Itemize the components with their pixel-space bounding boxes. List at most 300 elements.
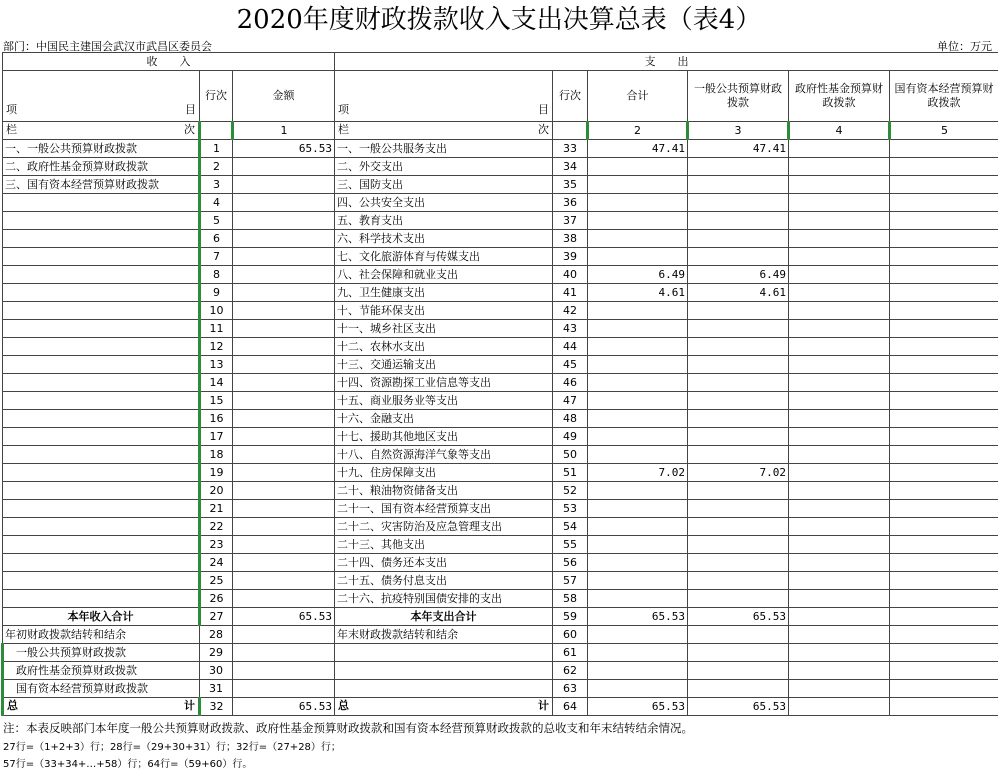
- income-row-number: 9: [200, 284, 233, 302]
- table-row: [3, 266, 998, 284]
- capital-amount: [890, 392, 998, 410]
- expense-total: [588, 590, 688, 608]
- income-amount: [233, 536, 335, 554]
- income-amount: [233, 518, 335, 536]
- income-row-number: 23: [200, 536, 233, 554]
- income-item: [3, 374, 200, 392]
- expense-total: [588, 338, 688, 356]
- blank-cell: [553, 122, 588, 140]
- ji-label: 计: [184, 698, 195, 714]
- capital-amount: [890, 446, 998, 464]
- expense-row-number: 55: [553, 536, 588, 554]
- fund-amount: [789, 176, 890, 194]
- income-amount: [233, 428, 335, 446]
- capital-amount: [890, 374, 998, 392]
- income-row-number: 22: [200, 518, 233, 536]
- table-row: [3, 140, 998, 158]
- income-amount: [233, 572, 335, 590]
- grand-income-amount: 65.53: [233, 698, 335, 716]
- expense-item: 二、外交支出: [335, 158, 553, 176]
- row-number: 32: [200, 698, 233, 716]
- expense-total: [588, 410, 688, 428]
- income-item: [3, 194, 200, 212]
- income-hangci-header: 行次: [200, 71, 233, 122]
- table-row: [3, 212, 998, 230]
- capital-amount: [890, 536, 998, 554]
- expense-item: 二十三、其他支出: [335, 536, 553, 554]
- expense-item: 五、教育支出: [335, 212, 553, 230]
- income-amount: [233, 374, 335, 392]
- expense-total-label: 本年支出合计: [335, 608, 553, 626]
- expense-hangci-header: 行次: [553, 71, 588, 122]
- expense-item: 十六、金融支出: [335, 410, 553, 428]
- capital-amount: [890, 140, 998, 158]
- income-row-number: 16: [200, 410, 233, 428]
- unit-label: 单位：万元: [937, 38, 992, 54]
- expense-general: [688, 356, 789, 374]
- expense-item: 二十六、抗疫特别国债安排的支出: [335, 590, 553, 608]
- income-row-number: 11: [200, 320, 233, 338]
- expense-total: [588, 374, 688, 392]
- end-carryover-label: 年末财政拨款结转和结余: [335, 626, 553, 644]
- expense-general: [688, 374, 789, 392]
- capital-amount: [890, 518, 998, 536]
- expense-general: [688, 158, 789, 176]
- ci-label: 次: [184, 122, 195, 138]
- expense-item: 十四、资源勘探工业信息等支出: [335, 374, 553, 392]
- row-number: 28: [200, 626, 233, 644]
- expense-item: 三、国防支出: [335, 176, 553, 194]
- income-amount: [233, 266, 335, 284]
- income-row-number: 13: [200, 356, 233, 374]
- capital-amount: [890, 464, 998, 482]
- expense-row-number: 37: [553, 212, 588, 230]
- table-row: [3, 518, 998, 536]
- income-row-number: 26: [200, 590, 233, 608]
- expense-row-number: 53: [553, 500, 588, 518]
- report-title: 2020年度财政拨款收入支出决算总表（表4）: [0, 0, 998, 36]
- item-label: 项: [338, 103, 349, 117]
- income-amount: [233, 302, 335, 320]
- col-number-2: 2: [588, 122, 688, 140]
- note-1: 注：本表反映部门本年度一般公共预算财政拨款、政府性基金预算财政拨款和国有资本经营预算财政拨款的总收支和年末结转结余情况。: [3, 720, 693, 736]
- expense-total: [588, 230, 688, 248]
- expense-row-number: 45: [553, 356, 588, 374]
- expense-item: 十二、农林水支出: [335, 338, 553, 356]
- expense-general: [688, 518, 789, 536]
- income-item: [3, 338, 200, 356]
- expense-row-number: 34: [553, 158, 588, 176]
- zong-label: 总: [338, 698, 349, 714]
- income-item: [3, 302, 200, 320]
- table-row: [3, 482, 998, 500]
- table-row: [3, 536, 998, 554]
- income-row-number: 5: [200, 212, 233, 230]
- expense-total-amount: 65.53: [588, 608, 688, 626]
- expense-item: 十三、交通运输支出: [335, 356, 553, 374]
- note-3: 57行=（33+34+…+58）行；64行=（59+60）行。: [3, 755, 252, 770]
- income-item: [3, 356, 200, 374]
- grand-expense-general: 65.53: [688, 698, 789, 716]
- expense-general: [688, 428, 789, 446]
- fund-amount: [789, 410, 890, 428]
- expense-general: [688, 212, 789, 230]
- expense-total: [588, 302, 688, 320]
- expense-item: 二十一、国有资本经营预算支出: [335, 500, 553, 518]
- expense-general: [688, 572, 789, 590]
- expense-total: [588, 248, 688, 266]
- capital-amount: [890, 590, 998, 608]
- income-item: [3, 464, 200, 482]
- col-number-3: 3: [688, 122, 789, 140]
- expense-general: [688, 176, 789, 194]
- capital-amount: [890, 482, 998, 500]
- fund-amount: [789, 230, 890, 248]
- income-amount: [233, 464, 335, 482]
- expense-total: [588, 194, 688, 212]
- income-row-number: 20: [200, 482, 233, 500]
- capital-budget-header: 国有资本经营预算财政拨款: [890, 71, 998, 122]
- fund-amount: [789, 428, 890, 446]
- fund-amount: [789, 338, 890, 356]
- row-number: 31: [200, 680, 233, 698]
- fund-amount: [789, 248, 890, 266]
- carryover-row: [3, 626, 998, 644]
- income-item: [3, 230, 200, 248]
- fund-amount: [789, 518, 890, 536]
- income-amount: [233, 338, 335, 356]
- note-2: 27行=（1+2+3）行；28行=（29+30+31）行；32行=（27+28）行；: [3, 738, 341, 753]
- expense-row-number: 58: [553, 590, 588, 608]
- income-amount: [233, 410, 335, 428]
- expense-row-number: 48: [553, 410, 588, 428]
- table-row: [3, 410, 998, 428]
- fund-amount: [789, 446, 890, 464]
- income-row-number: 4: [200, 194, 233, 212]
- col-number-5: 5: [890, 122, 998, 140]
- fund-amount: [789, 554, 890, 572]
- income-row-number: 7: [200, 248, 233, 266]
- capital-amount: [890, 266, 998, 284]
- expense-row-number: 44: [553, 338, 588, 356]
- income-row-number: 25: [200, 572, 233, 590]
- expense-row-number: 47: [553, 392, 588, 410]
- expense-total: [588, 518, 688, 536]
- capital-amount: [890, 176, 998, 194]
- expense-total: [588, 482, 688, 500]
- expense-row-number: 43: [553, 320, 588, 338]
- row-number: 63: [553, 680, 588, 698]
- expense-general: [688, 194, 789, 212]
- blank-cell: [890, 608, 998, 626]
- fund-amount: [789, 464, 890, 482]
- expense-item: 二十五、债务付息支出: [335, 572, 553, 590]
- blank-cell: [200, 122, 233, 140]
- income-item: [3, 536, 200, 554]
- income-row-number: 6: [200, 230, 233, 248]
- expense-item: 二十二、灾害防治及应急管理支出: [335, 518, 553, 536]
- table-row: [3, 194, 998, 212]
- capital-amount: [890, 158, 998, 176]
- table-row: [3, 464, 998, 482]
- expense-total: [588, 158, 688, 176]
- expense-total: [588, 554, 688, 572]
- ji-label: 计: [538, 698, 549, 714]
- blank-cell: [233, 626, 335, 644]
- capital-amount: [890, 356, 998, 374]
- income-row-number: 14: [200, 374, 233, 392]
- fund-amount: [789, 302, 890, 320]
- grand-total-label: [335, 698, 553, 716]
- expense-general: [688, 446, 789, 464]
- income-item: [3, 320, 200, 338]
- expense-general: [688, 410, 789, 428]
- capital-amount: [890, 248, 998, 266]
- expense-general: [688, 302, 789, 320]
- expense-total: [588, 500, 688, 518]
- table-row: [3, 446, 998, 464]
- income-item: [3, 212, 200, 230]
- expense-row-number: 41: [553, 284, 588, 302]
- fund-amount: [789, 536, 890, 554]
- zong-label: 总: [7, 698, 18, 714]
- income-row-number: 10: [200, 302, 233, 320]
- expense-total: 6.49: [588, 266, 688, 284]
- income-row-number: 17: [200, 428, 233, 446]
- fund-amount: [789, 572, 890, 590]
- income-amount: [233, 230, 335, 248]
- income-row-number: 12: [200, 338, 233, 356]
- income-total-amount: 65.53: [233, 608, 335, 626]
- expense-row-number: 50: [553, 446, 588, 464]
- income-row-number: 15: [200, 392, 233, 410]
- expense-general: [688, 248, 789, 266]
- section-header-row: [3, 53, 998, 71]
- expense-item-header: [335, 71, 553, 122]
- table-row: [3, 572, 998, 590]
- income-amount: [233, 500, 335, 518]
- capital-amount: [890, 500, 998, 518]
- expense-row-number: 46: [553, 374, 588, 392]
- fund-amount: [789, 500, 890, 518]
- table-row: [3, 392, 998, 410]
- expense-total: [588, 572, 688, 590]
- income-item: 一、一般公共预算财政拨款: [3, 140, 200, 158]
- table-row: [3, 356, 998, 374]
- grand-total-row: [3, 698, 998, 716]
- income-amount: [233, 176, 335, 194]
- fund-amount: [789, 356, 890, 374]
- income-amount: [233, 194, 335, 212]
- expense-item: 十、节能环保支出: [335, 302, 553, 320]
- expense-row-number: 57: [553, 572, 588, 590]
- table-row: [3, 428, 998, 446]
- expense-general: [688, 536, 789, 554]
- row-number: 30: [200, 662, 233, 680]
- row-number: 64: [553, 698, 588, 716]
- income-item: [3, 410, 200, 428]
- begin-sub-fund-label: 政府性基金预算财政拨款: [3, 662, 200, 680]
- department-label: 部门：中国民主建国会武汉市武昌区委员会: [3, 38, 212, 54]
- amount-header: 金额: [233, 71, 335, 122]
- col-number-1: 1: [233, 122, 335, 140]
- expense-total: [588, 392, 688, 410]
- income-amount: [233, 248, 335, 266]
- row-number: 59: [553, 608, 588, 626]
- grand-total-label: [3, 698, 200, 716]
- expense-item: 四、公共安全支出: [335, 194, 553, 212]
- grand-expense-amount: 65.53: [588, 698, 688, 716]
- expense-item: 十一、城乡社区支出: [335, 320, 553, 338]
- capital-amount: [890, 320, 998, 338]
- row-number: 27: [200, 608, 233, 626]
- capital-amount: [890, 194, 998, 212]
- expense-general: 4.61: [688, 284, 789, 302]
- column-number-row: [3, 122, 998, 140]
- expense-row-number: 33: [553, 140, 588, 158]
- expense-general: [688, 590, 789, 608]
- fund-amount: [789, 158, 890, 176]
- expense-item: 十七、援助其他地区支出: [335, 428, 553, 446]
- expense-general: [688, 554, 789, 572]
- expense-row-number: 38: [553, 230, 588, 248]
- col-number-4: 4: [789, 122, 890, 140]
- carryover-sub-row: [3, 662, 998, 680]
- fund-amount: [789, 392, 890, 410]
- table-row: [3, 590, 998, 608]
- fund-amount: [789, 194, 890, 212]
- income-item: [3, 248, 200, 266]
- expense-total: [588, 536, 688, 554]
- fund-amount: [789, 140, 890, 158]
- ci-label: 次: [538, 122, 549, 138]
- expense-row-number: 40: [553, 266, 588, 284]
- expense-row-number: 42: [553, 302, 588, 320]
- income-row-number: 2: [200, 158, 233, 176]
- mu-label: 目: [185, 103, 196, 117]
- income-item: [3, 590, 200, 608]
- income-section-header: 收 入: [3, 53, 335, 71]
- mu-label: 目: [538, 103, 549, 117]
- income-amount: [233, 446, 335, 464]
- fund-amount: [789, 374, 890, 392]
- income-amount: [233, 320, 335, 338]
- expense-item: 一、一般公共服务支出: [335, 140, 553, 158]
- capital-amount: [890, 212, 998, 230]
- capital-amount: [890, 284, 998, 302]
- blank-cell: [789, 608, 890, 626]
- expense-row-number: 39: [553, 248, 588, 266]
- fund-amount: [789, 212, 890, 230]
- expense-section-header: 支 出: [335, 53, 998, 71]
- expense-row-number: 56: [553, 554, 588, 572]
- income-amount: [233, 356, 335, 374]
- table-row: [3, 320, 998, 338]
- table-row: [3, 176, 998, 194]
- expense-general: [688, 320, 789, 338]
- income-amount: [233, 590, 335, 608]
- expense-item: 二十四、债务还本支出: [335, 554, 553, 572]
- budget-table: [1, 52, 998, 716]
- income-item: [3, 518, 200, 536]
- income-item: [3, 572, 200, 590]
- expense-item: 十八、自然资源海洋气象等支出: [335, 446, 553, 464]
- begin-sub-capital-label: 国有资本经营预算财政拨款: [3, 680, 200, 698]
- table-row: [3, 374, 998, 392]
- expense-general: [688, 500, 789, 518]
- carryover-sub-row: [3, 644, 998, 662]
- row-number: 60: [553, 626, 588, 644]
- row-number: 61: [553, 644, 588, 662]
- income-item: [3, 482, 200, 500]
- expense-total: [588, 176, 688, 194]
- lan-label: 栏: [6, 122, 17, 138]
- income-item: [3, 446, 200, 464]
- income-item: [3, 266, 200, 284]
- expense-row-number: 49: [553, 428, 588, 446]
- expense-item: 八、社会保障和就业支出: [335, 266, 553, 284]
- fund-amount: [789, 266, 890, 284]
- income-amount: [233, 158, 335, 176]
- fund-amount: [789, 284, 890, 302]
- table-row: [3, 248, 998, 266]
- begin-carryover-label: 年初财政拨款结转和结余: [3, 626, 200, 644]
- table-row: [3, 284, 998, 302]
- income-amount: [233, 482, 335, 500]
- total-header: 合计: [588, 71, 688, 122]
- general-budget-header: 一般公共预算财政拨款: [688, 71, 789, 122]
- expense-general: [688, 338, 789, 356]
- capital-amount: [890, 410, 998, 428]
- table-row: [3, 158, 998, 176]
- expense-row-number: 52: [553, 482, 588, 500]
- income-amount: [233, 392, 335, 410]
- row-number: 29: [200, 644, 233, 662]
- column-header-row: [3, 71, 998, 122]
- table-row: [3, 338, 998, 356]
- income-item-header: [3, 71, 200, 122]
- capital-amount: [890, 554, 998, 572]
- expense-general: [688, 482, 789, 500]
- carryover-sub-row: [3, 680, 998, 698]
- expense-item: 十九、住房保障支出: [335, 464, 553, 482]
- expense-total: 47.41: [588, 140, 688, 158]
- income-item: [3, 392, 200, 410]
- fund-amount: [789, 590, 890, 608]
- capital-amount: [890, 338, 998, 356]
- expense-item: 六、科学技术支出: [335, 230, 553, 248]
- lan-ci-cell: [3, 122, 200, 140]
- expense-item: 十五、商业服务业等支出: [335, 392, 553, 410]
- expense-general: [688, 230, 789, 248]
- expense-row-number: 36: [553, 194, 588, 212]
- income-item: [3, 428, 200, 446]
- expense-general: 47.41: [688, 140, 789, 158]
- lan-ci-cell: [335, 122, 553, 140]
- expense-general: [688, 392, 789, 410]
- item-label: 项: [6, 103, 17, 117]
- annual-total-row: [3, 608, 998, 626]
- expense-total: [588, 356, 688, 374]
- income-row-number: 24: [200, 554, 233, 572]
- table-row: [3, 230, 998, 248]
- expense-total: 7.02: [588, 464, 688, 482]
- income-item: [3, 284, 200, 302]
- expense-total: [588, 428, 688, 446]
- expense-total: 4.61: [588, 284, 688, 302]
- lan-label: 栏: [338, 122, 349, 138]
- fund-amount: [789, 320, 890, 338]
